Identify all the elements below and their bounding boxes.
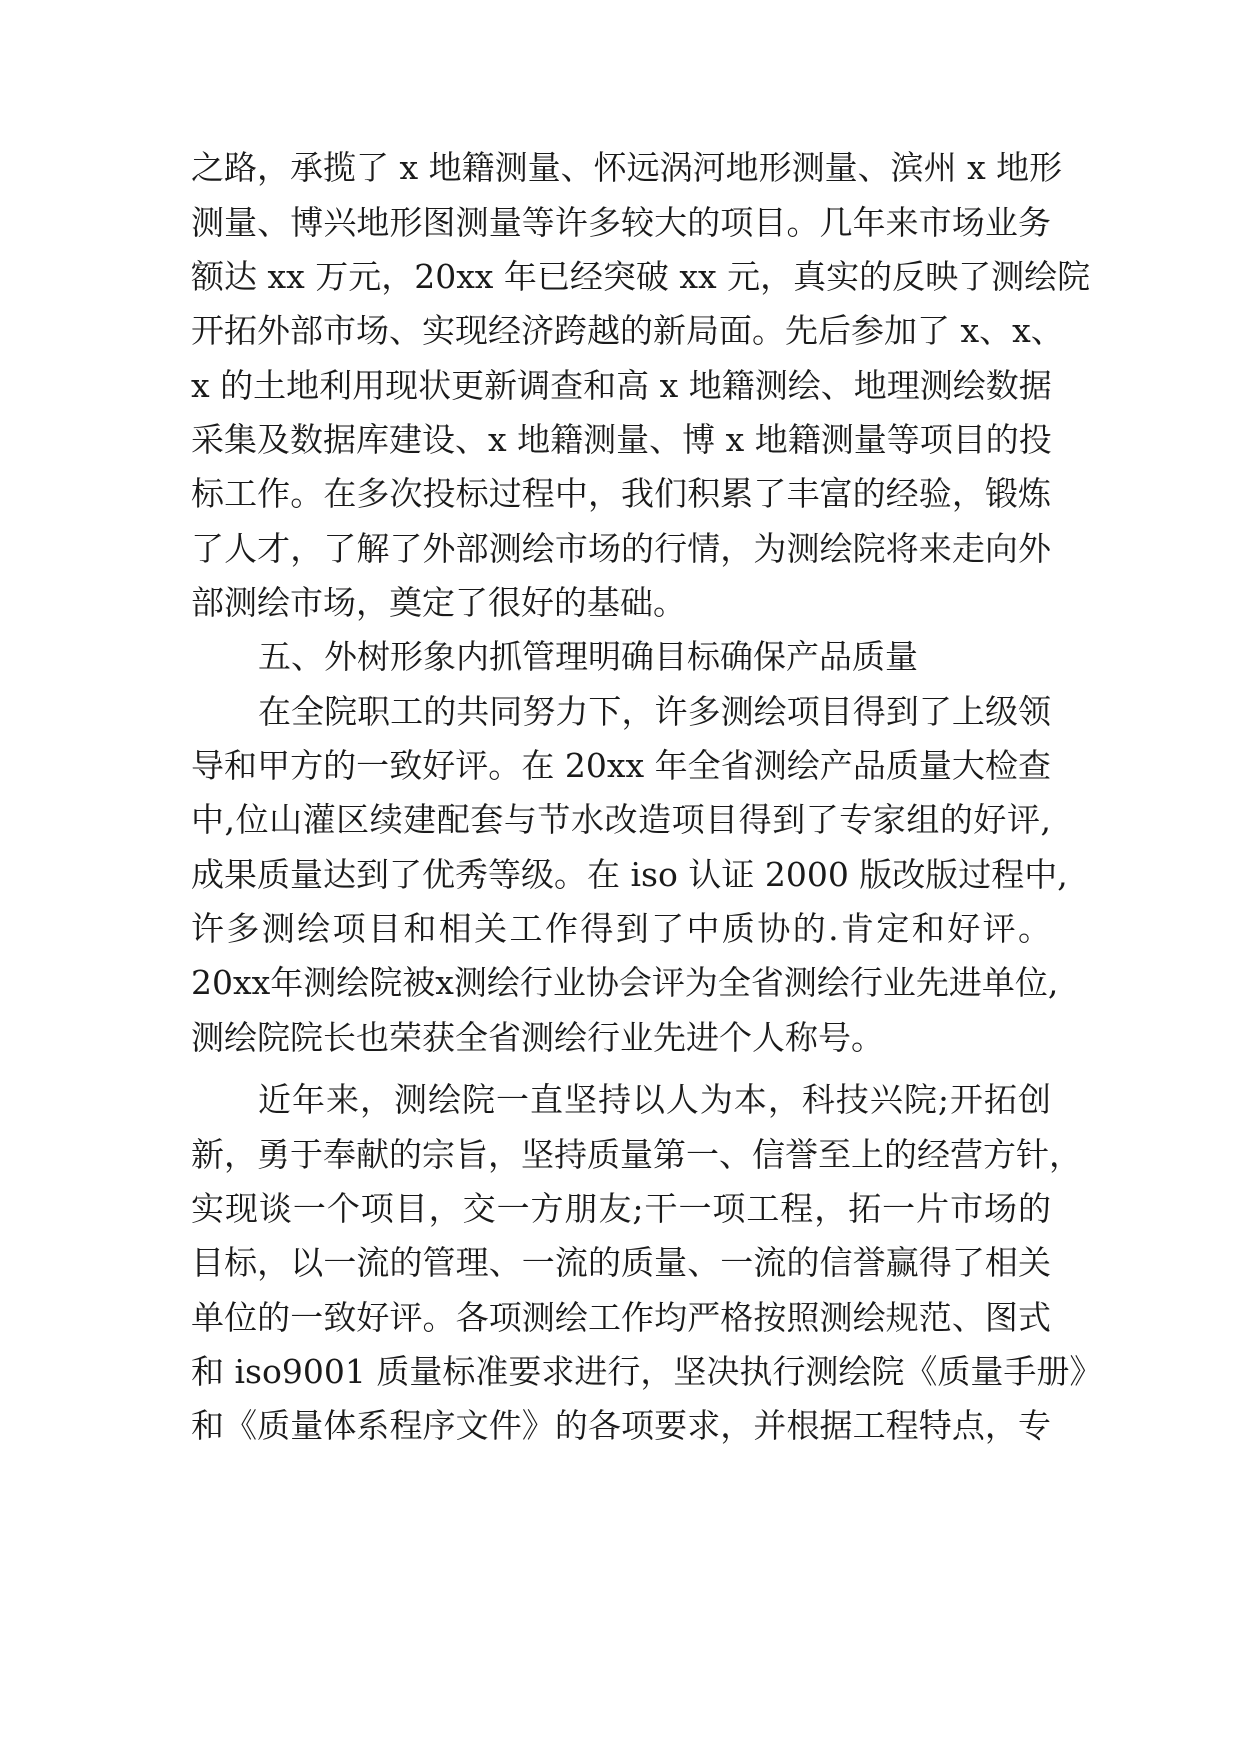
text-line: 了人才，了解了外部测绘市场的行情，为测绘院将来走向外 [191, 529, 1051, 568]
text-line: 之路，承揽了 x 地籍测量、怀远涡河地形测量、滨州 x 地形 [191, 148, 1063, 187]
text-line: 近年来，测绘院一直坚持以人为本，科技兴院;开拓创 [258, 1080, 1051, 1119]
text-line: x 的土地利用现状更新调查和高 x 地籍测绘、地理测绘数据 [191, 366, 1052, 405]
text-line: 20xx年测绘院被x测绘行业协会评为全省测绘行业先进单位, [191, 963, 1059, 1002]
text-line: 标工作。在多次投标过程中，我们积累了丰富的经验，锻炼 [191, 474, 1051, 513]
text-line: 和《质量体系程序文件》的各项要求，并根据工程特点，专 [191, 1406, 1051, 1445]
text-line: 成果质量达到了优秀等级。在 iso 认证 2000 版改版过程中, [191, 855, 1068, 894]
text-line: 额达 xx 万元，20xx 年已经突破 xx 元，真实的反映了测绘院 [191, 257, 1091, 296]
text-line: 测量、博兴地形图测量等许多较大的项目。几年来市场业务 [191, 203, 1051, 242]
text-line: 部测绘市场，奠定了很好的基础。 [191, 583, 686, 622]
text-line: 中,位山灌区续建配套与节水改造项目得到了专家组的好评, [191, 800, 1051, 839]
text-line: 实现谈一个项目，交一方朋友;干一项工程，拓一片市场的 [191, 1189, 1051, 1228]
text-line: 开拓外部市场、实现经济跨越的新局面。先后参加了 x、x、 [191, 311, 1064, 350]
text-line: 许多测绘项目和相关工作得到了中质协的.肯定和好评。 [191, 909, 1051, 948]
text-line: 和 iso9001 质量标准要求进行，坚决执行测绘院《质量手册》 [191, 1352, 1103, 1391]
text-line: 新，勇于奉献的宗旨，坚持质量第一、信誉至上的经营方针， [191, 1135, 1082, 1174]
section-heading: 五、外树形象内抓管理明确目标确保产品质量 [258, 637, 918, 676]
text-line: 测绘院院长也荣获全省测绘行业先进个人称号。 [191, 1018, 884, 1057]
text-line: 目标，以一流的管理、一流的质量、一流的信誉赢得了相关 [191, 1243, 1051, 1282]
text-line: 在全院职工的共同努力下，许多测绘项目得到了上级领 [258, 692, 1051, 731]
text-line: 采集及数据库建设、x 地籍测量、博 x 地籍测量等项目的投 [191, 420, 1052, 459]
text-line: 导和甲方的一致好评。在 20xx 年全省测绘产品质量大检查 [191, 746, 1051, 785]
text-line: 单位的一致好评。各项测绘工作均严格按照测绘规范、图式 [191, 1298, 1051, 1337]
